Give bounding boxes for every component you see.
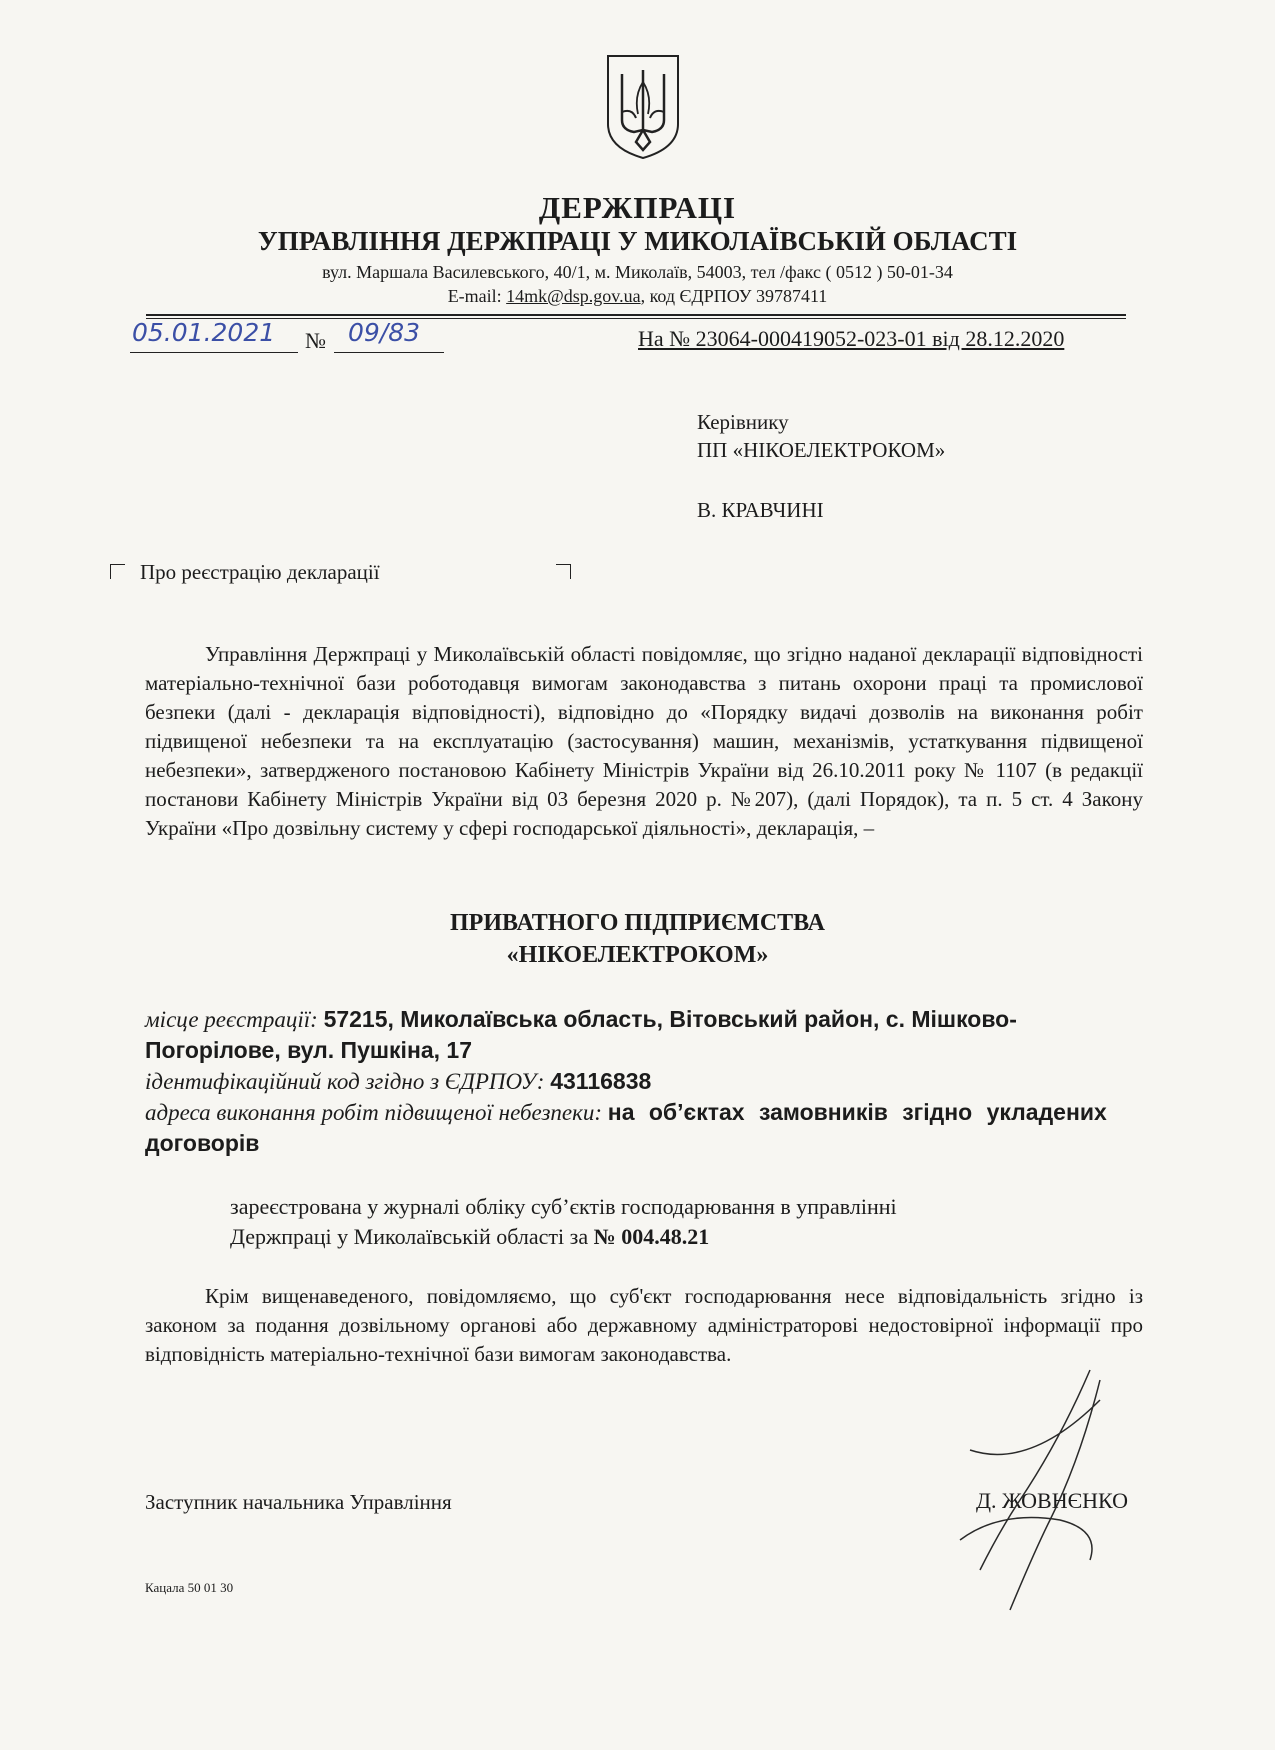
company-details <box>145 1004 1145 1159</box>
body-paragraph <box>145 640 1143 843</box>
closing-text: Крім вищенаведеного, повідомляємо, що суб'єкт господарювання несе відповідальність згідно із законом за подання дозвільному органові або державному адміністраторові недостовірної інформації про відповідність матеріально-технічної бази вимогам законодавства. <box>145 1284 1143 1366</box>
registration-value: 57215, Миколаївська область, Вітовський район, с. Мішково-Погорілове, вул. Пушкіна, 17 <box>145 1006 1017 1063</box>
signatory-name: Д. ЖОВНЄНКО <box>976 1488 1129 1513</box>
outgoing-date: 05.01.2021 <box>132 318 276 347</box>
agency-title: ДЕРЖПРАЦІ <box>538 190 737 225</box>
executor-contact: Кацала 50 01 30 <box>145 1580 234 1595</box>
email-label: E-mail: <box>447 286 502 306</box>
registration-text: Держпраці у Миколаївській області за <box>230 1224 589 1249</box>
outgoing-date-underline <box>130 352 298 353</box>
edrpou-code: , код ЄДРПОУ 39787411 <box>640 286 828 306</box>
code-label: ідентифікаційний код згідно з ЄДРПОУ: <box>145 1069 545 1094</box>
outgoing-number-sign: № <box>305 328 326 353</box>
email-link[interactable]: 14mk@dsp.gov.ua <box>506 286 641 306</box>
outgoing-number-underline <box>334 352 444 353</box>
subject-corner-right <box>556 564 571 579</box>
registration-line-2 <box>230 1222 709 1252</box>
recipient-position: Керівнику <box>697 410 789 434</box>
reference-number: На № 23064-000419052-023-01 від 28.12.2020 <box>638 326 1065 351</box>
subject-corner-left <box>110 564 125 579</box>
closing-paragraph <box>145 1282 1143 1369</box>
handwritten-signature <box>940 1360 1140 1620</box>
code-value: 43116838 <box>550 1068 652 1094</box>
recipient-company: ПП «НІКОЕЛЕКТРОКОМ» <box>697 438 946 462</box>
department-title: УПРАВЛІННЯ ДЕРЖПРАЦІ У МИКОЛАЇВСЬКІЙ ОБЛАСТІ <box>257 226 1018 256</box>
work-address <box>145 1097 1145 1159</box>
letter-subject: Про реєстрацію декларації <box>140 560 380 584</box>
registration-label: місце реєстрації: <box>145 1007 318 1032</box>
registration-line-1: зареєстрована у журналі обліку суб’єктів господарювання в управлінні <box>230 1194 897 1219</box>
company-name: «НІКОЕЛЕКТРОКОМ» <box>506 942 769 968</box>
work-value: на об’єктах замовників згідно укладених договорів <box>145 1099 1107 1156</box>
recipient-name: В. КРАВЧИНІ <box>697 498 824 522</box>
registration-number: № 004.48.21 <box>593 1224 710 1249</box>
work-label: адреса виконання робіт підвищеної небезпеки: <box>145 1100 603 1125</box>
agency-address: вул. Маршала Василевського, 40/1, м. Миколаїв, 54003, тел /факс ( 0512 ) 50-01-34 <box>322 262 953 282</box>
company-type: ПРИВАТНОГО ПІДПРИЄМСТВА <box>449 910 825 936</box>
edrpou-line <box>145 1066 1145 1097</box>
signatory-position: Заступник начальника Управління <box>145 1490 452 1514</box>
header-divider-thin <box>146 318 1126 319</box>
registration-address <box>145 1004 1145 1066</box>
header-divider <box>146 314 1126 316</box>
agency-contacts <box>0 286 1275 307</box>
outgoing-number: 09/83 <box>348 318 421 347</box>
coat-of-arms-emblem <box>604 52 682 162</box>
body-text: Управління Держпраці у Миколаївській області повідомляє, що згідно наданої декларації відповідності матеріально-технічної бази роботодавця вимогам законодавства з питань охорони праці та промислової безпеки (далі - декларація відповідності), відповідно до «Порядку видачі дозволів на виконання робіт підвищеної небезпеки та на експлуатацію (застосування) машин, механізмів, устаткування підвищеної небезпеки», затвердженого постановою Кабінету Міністрів України від 26.10.2011 року № 1107 (в редакції постанови Кабінету Міністрів України від 03 березня 2020 р. №207), (далі Порядок), та п. 5 ст. 4 Закону України «Про дозвільну систему у сфері господарської діяльності», декларація, – <box>145 642 1143 840</box>
